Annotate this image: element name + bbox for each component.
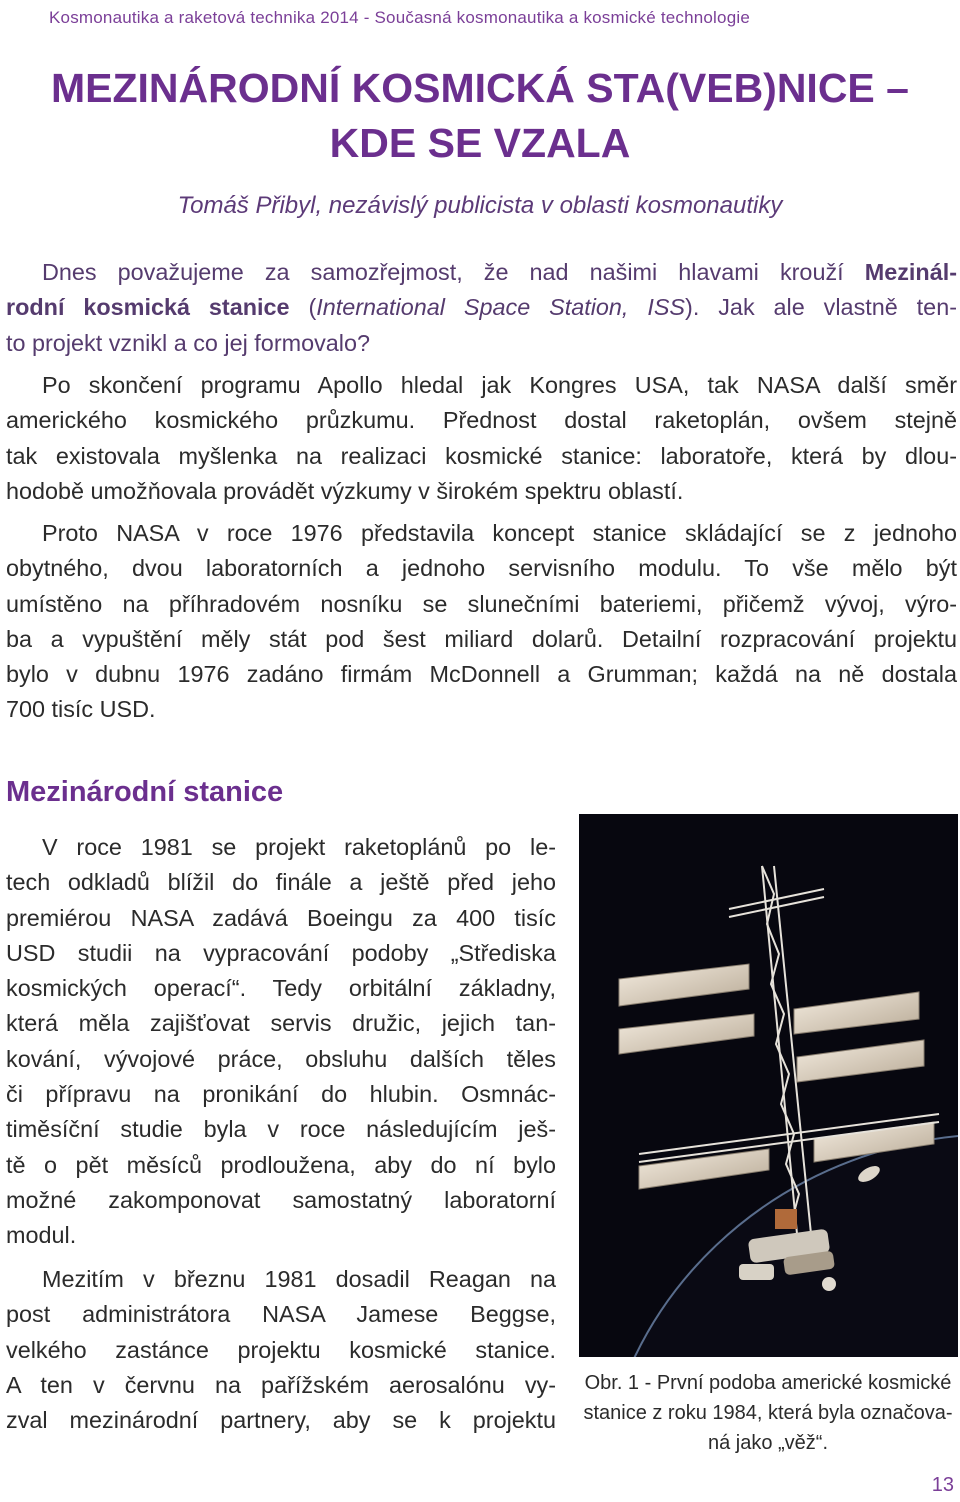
caption-line: Obr. 1 - První podoba americké kosmické [584, 1372, 952, 1394]
paragraph-1 [6, 368, 957, 509]
paragraph-line: či přípravu na pronikání do hlubin. Osmnác- [6, 1081, 556, 1108]
paragraph-line: A ten v červnu na pařížském aerosalónu vy- [6, 1371, 556, 1398]
paragraph-line: V roce 1981 se projekt raketoplánů po le- [42, 834, 556, 860]
paragraph-line: bylo v dubnu 1976 zadáno firmám McDonnell a Grumman; každá na ně dostala [6, 661, 957, 688]
article-title-line-2: KDE SE VZALA [329, 120, 631, 166]
paragraph-line: kosmických operací“. Tedy orbitální základny, [6, 975, 556, 1002]
paragraph-line: ba a vypuštění měly stát pod šest miliard dolarů. Detailní rozpracování projektu [6, 625, 957, 652]
intro-line-1 [6, 255, 957, 290]
paragraph-line: tech odkladů blížil do finále a ještě před jeho [6, 869, 556, 896]
paragraph-line: kování, vývojové práce, obsluhu dalších těles [6, 1045, 556, 1072]
article-title-line-1: MEZINÁRODNÍ KOSMICKÁ STA(VEB)NICE – [51, 65, 909, 111]
paragraph-line: velkého zastánce projektu kosmické stanice. [6, 1336, 556, 1363]
paragraph-2 [6, 516, 957, 728]
intro-paragraph [6, 255, 957, 361]
space-station-artwork [579, 814, 958, 1357]
paragraph-line: možné zakomponovat samostatný laboratorní [6, 1186, 556, 1213]
paragraph-line: Po skončení programu Apollo hledal jak Kongres USA, tak NASA další směr [42, 372, 957, 398]
intro-line-3: to projekt vznikl a co jej formovalo? [6, 329, 371, 356]
paragraph-line: premiérou NASA zadává Boeingu za 400 tisíc [6, 904, 556, 931]
space-station-illustration [579, 814, 958, 1357]
paragraph-line: USD studii na vypracování podoby „Střediska [6, 939, 556, 966]
section-heading: Mezinárodní stanice [6, 776, 284, 808]
paragraph-line: timěsíční studie byla v roce následujícím ješ- [6, 1116, 556, 1143]
paragraph-line: Mezitím v březnu 1981 dosadil Reagan na [42, 1266, 556, 1292]
figure-caption [572, 1368, 960, 1458]
paragraph-line: tě o pět měsíců prodloužena, aby do ní bylo [6, 1151, 556, 1178]
intro-line-2 [6, 290, 957, 325]
caption-line: stanice z roku 1984, která byla označova- [583, 1402, 953, 1424]
paragraph-line: modul. [6, 1222, 77, 1249]
paragraph-line: obytného, dvou laboratorních a jednoho servisního modulu. To vše mělo být [6, 555, 957, 582]
paragraph-line: zval mezinárodní partnery, aby se k projektu [6, 1407, 556, 1434]
running-header: Kosmonautika a raketová technika 2014 - Současná kosmonautika a kosmické technologie [49, 8, 750, 27]
intro-text: ( [289, 294, 317, 321]
paragraph-line: umístěno na příhradovém nosníku se slunečními bateriemi, přičemž vývoj, výro- [6, 590, 957, 617]
intro-bold: rodní kosmická stanice [6, 294, 290, 321]
paragraph-line: tak existovala myšlenka na realizaci kosmické stanice: laboratoře, která by dlou- [6, 442, 957, 469]
intro-text: Dnes považujeme za samozřejmost, že nad našimi hlavami krouží [42, 259, 865, 285]
paragraph-3 [6, 830, 556, 1254]
intro-text: ). Jak ale vlastně ten- [685, 294, 957, 321]
paragraph-line: amerického kosmického průzkumu. Přednost dostal raketoplán, ovšem stejně [6, 407, 957, 434]
article-title [0, 61, 960, 171]
page-number: 13 [931, 1474, 954, 1496]
paragraph-line: hodobě umožňovala provádět výzkumy v širokém spektru oblastí. [6, 477, 684, 504]
paragraph-line: post administrátora NASA Jamese Beggse, [6, 1301, 556, 1328]
paragraph-line: Proto NASA v roce 1976 představila koncept stanice skládající se z jednoho [42, 520, 957, 546]
caption-line: ná jako „věž“. [707, 1432, 829, 1454]
paragraph-4 [6, 1262, 556, 1438]
paragraph-line: která měla zajišťovat servis družic, jejich tan- [6, 1010, 556, 1037]
paragraph-line: 700 tisíc USD. [6, 696, 156, 723]
article-author: Tomáš Přibyl, nezávislý publicista v oblasti kosmonautiky [177, 192, 783, 219]
intro-italic: International Space Station, ISS [316, 294, 686, 321]
intro-bold: Mezinál- [864, 259, 957, 285]
